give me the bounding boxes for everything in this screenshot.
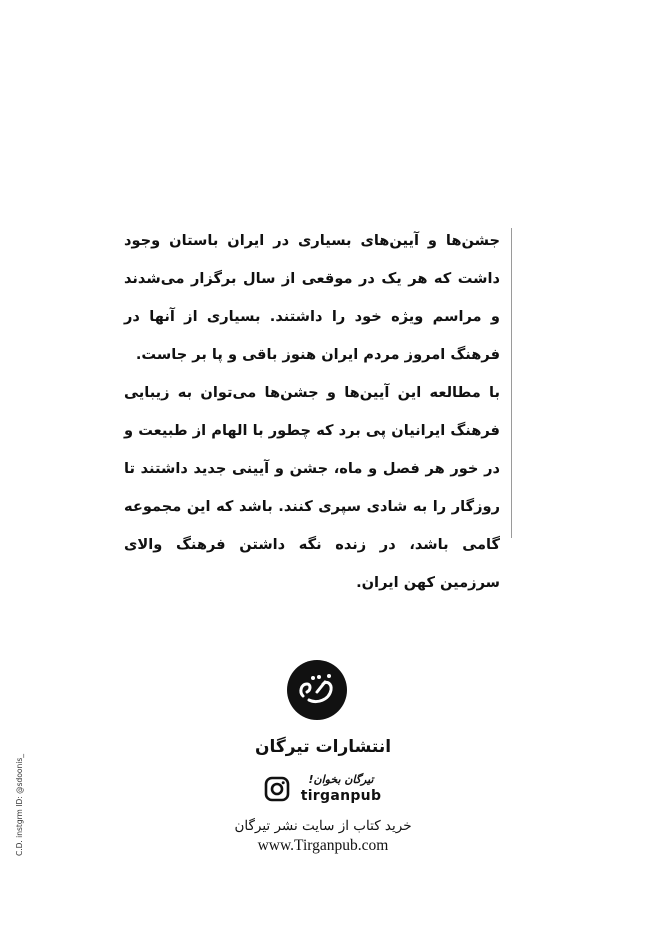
tirgan-logo-glyph [295, 670, 339, 710]
designer-credit: C.D. instgrm ID: @sdoonis_ [15, 754, 24, 856]
margin-rule [511, 228, 512, 538]
paragraph-2: با مطالعه این آیین‌ها و جشن‌ها می‌توان به زیبایی فرهنگ ایرانیان پی برد که چطور با الهام از طبیعت و در خور هر فصل و ماه، جشن و آیینی جدید داشتند تا روزگار را به شادی سپری کنند. باشد که این مجموعه گامی باشد، در زنده نگه داشتن فرهنگ والای سرزمین کهن ایران. [124, 384, 500, 591]
instagram-handle[interactable]: tirganpub [300, 788, 382, 804]
instagram-tagline: تیرگان بخوان! [308, 773, 374, 786]
publisher-name: انتشارات تیرگان [254, 737, 392, 757]
paragraph-1: جشن‌ها و آیین‌های بسیاری در ایران باستان وجود داشت که هر یک در موقعی از سال برگزار می‌شدند و مراسم ویژه خود را داشتند. بسیاری از آنها در فرهنگ امروز مردم ایران هنوز باقی و پا بر جاست. [124, 232, 500, 363]
website-link[interactable]: www.Tirganpub.com [257, 837, 389, 854]
intro-text-block [124, 222, 510, 591]
buy-text: خرید کتاب از سایت نشر تیرگان [234, 818, 412, 834]
tirgan-logo-icon [287, 660, 347, 720]
instagram-block[interactable] [264, 772, 384, 806]
instagram-icon[interactable] [264, 776, 290, 802]
